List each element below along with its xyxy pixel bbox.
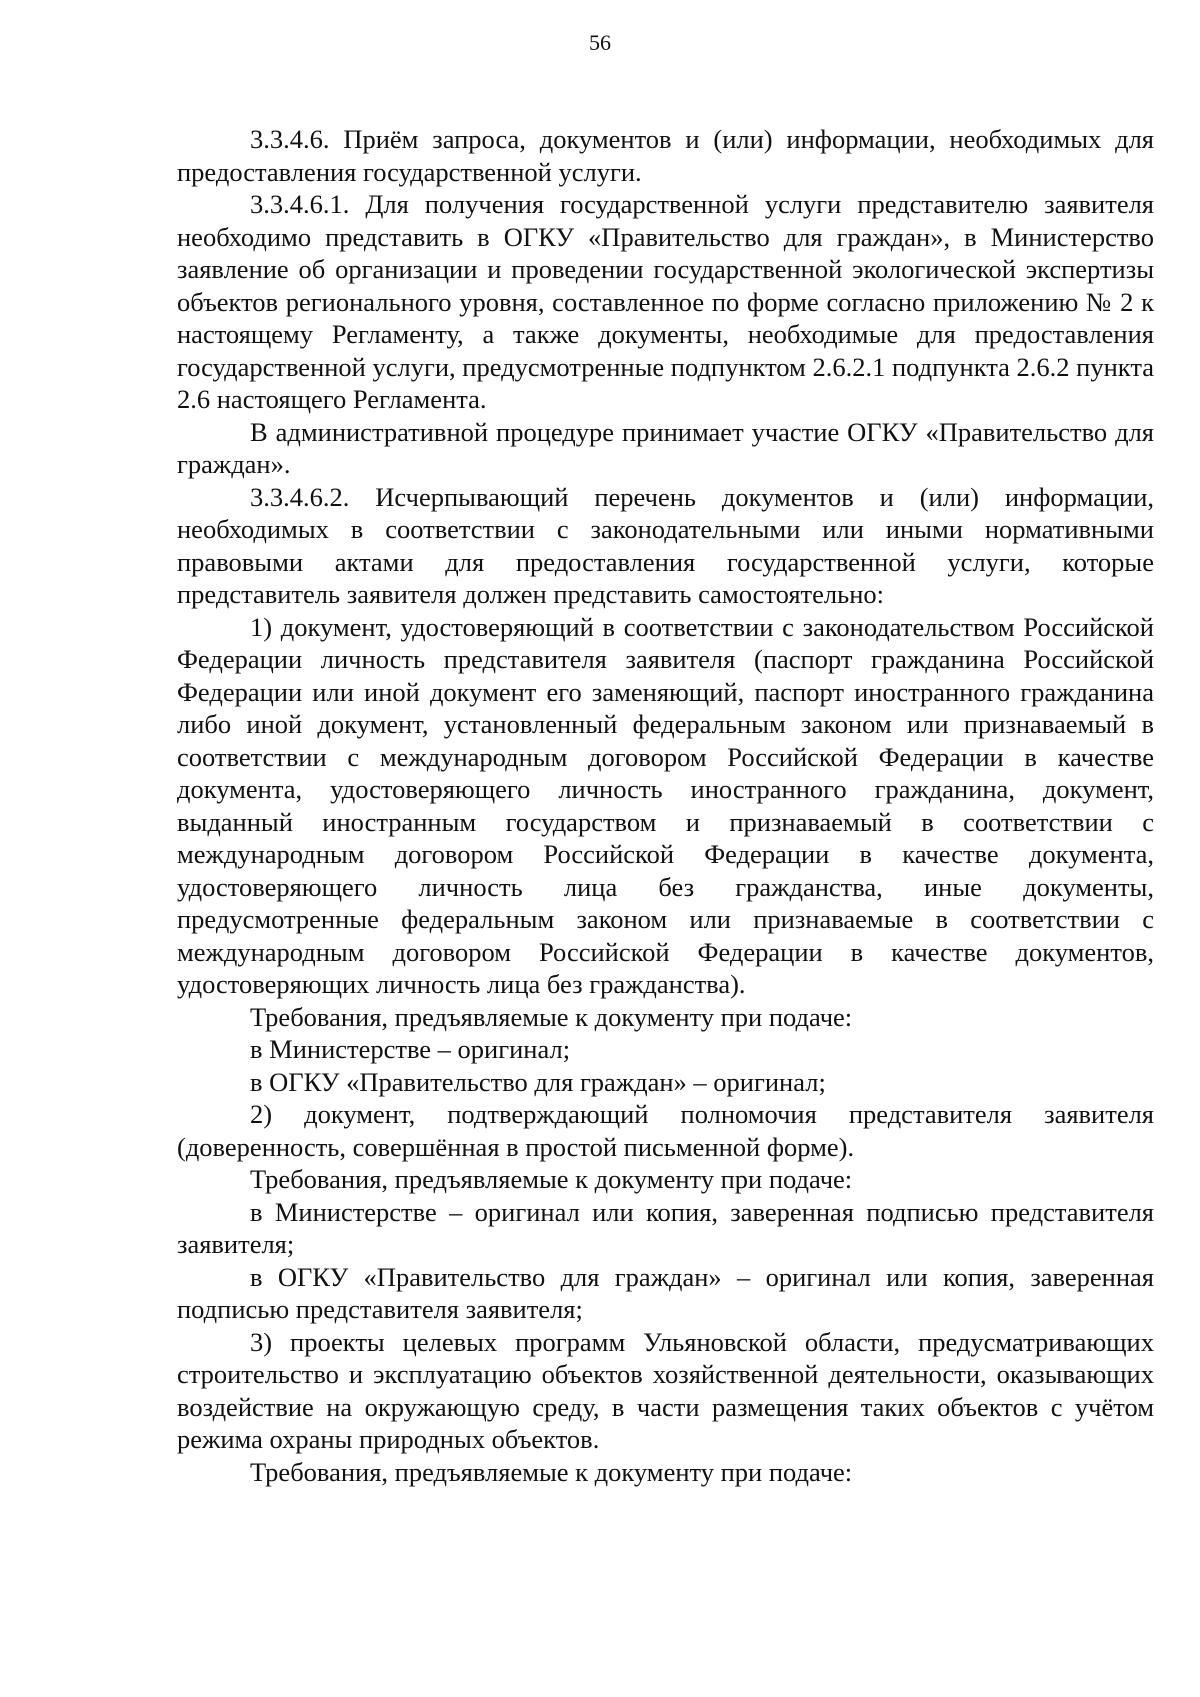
list-item-3-target-programs: 3) проекты целевых программ Ульяновской области, предусматривающих строительство и эксплуатацию объектов хозяйственной деятельности, оказывающих воздействие на окружающую среду, в части размещения таких объектов с учётом режима охраны природных объектов. (177, 1326, 1154, 1454)
paragraph-procedure-participant: В административной процедуре принимает участие ОГКУ «Правительство для граждан». (177, 416, 1154, 479)
document-body (177, 123, 1154, 1488)
requirements-heading-3: Требования, предъявляемые к документу при подаче: (250, 1456, 853, 1487)
requirement-ogku-1: в ОГКУ «Правительство для граждан» – оригинал; (250, 1066, 826, 1097)
list-item-2-authority-document: 2) документ, подтверждающий полномочия представителя заявителя (доверенность, совершённая в простой письменной форме). (177, 1099, 1154, 1162)
paragraph-3-3-4-6: 3.3.4.6. Приём запроса, документов и (или) информации, необходимых для предоставления государственной услуги. (177, 124, 1154, 187)
page-number: 56 (589, 30, 611, 55)
paragraph-3-3-4-6-1: 3.3.4.6.1. Для получения государственной услуги представителю заявителя необходимо представить в ОГКУ «Правительство для граждан», в Министерство заявление об организации и проведении государственной экологической экспертизы объектов регионального уровня, составленное по форме согласно приложению № 2 к настоящему Регламенту, а также документы, необходимые для предоставления государственной услуги, предусмотренные подпунктом 2.6.2.1 подпункта 2.6.2 пункта 2.6 настоящего Регламента. (177, 189, 1154, 414)
requirement-ogku-2: в ОГКУ «Правительство для граждан» – оригинал или копия, заверенная подписью представителя заявителя; (177, 1261, 1154, 1324)
requirement-ministry-1: в Министерстве – оригинал; (250, 1034, 571, 1064)
paragraph-3-3-4-6-2: 3.3.4.6.2. Исчерпывающий перечень документов и (или) информации, необходимых в соответствии с законодательными или иными нормативными правовыми актами для предоставления государственной услуги, которые представитель заявителя должен представить самостоятельно: (177, 481, 1154, 609)
requirements-heading-1: Требования, предъявляемые к документу при подаче: (250, 1001, 853, 1032)
requirements-heading-2: Требования, предъявляемые к документу при подаче: (250, 1164, 853, 1194)
requirement-ministry-2: в Министерстве – оригинал или копия, заверенная подписью представителя заявителя; (177, 1196, 1154, 1259)
list-item-1-identity-document: 1) документ, удостоверяющий в соответствии с законодательством Российской Федерации личность представителя заявителя (паспорт гражданина Российской Федерации или иной документ его заменяющий, паспорт иностранного гражданина либо иной документ, установленный федеральным законом или признаваемый в соответствии с международным договором Российской Федерации в качестве документа, удостоверяющего личность иностранного гражданина, документ, выданный иностранным государством и признаваемый в соответствии с международным договором Российской Федерации в качестве документа, удостоверяющего личность лица без гражданства, иные документы, предусмотренные федеральным законом или признаваемые в соответствии с международным договором Российской Федерации в качестве документов, удостоверяющих личность лица без гражданства). (177, 611, 1154, 999)
